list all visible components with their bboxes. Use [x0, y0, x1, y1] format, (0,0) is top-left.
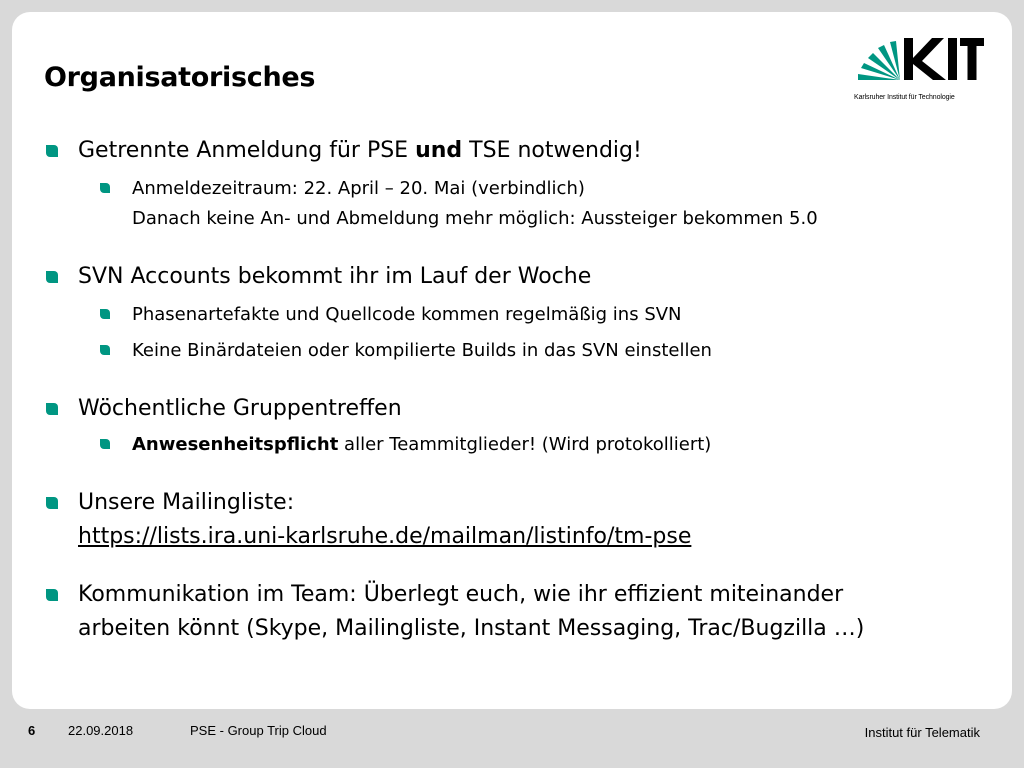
bullet-5: Kommunikation im Team: Überlegt euch, wie ihr effizient miteinander arbeiten könnt (Skype, Mailingliste, Instant Messaging, Trac/Bugzilla …) [78, 578, 864, 646]
bullet-marker [46, 145, 58, 157]
footer-course: PSE - Group Trip Cloud [190, 723, 327, 738]
footer-date: 22.09.2018 [68, 723, 134, 738]
bullet-marker [46, 497, 58, 509]
bullet-marker [100, 439, 110, 449]
bullet-1: Getrennte Anmeldung für PSE und TSE notwendig! [78, 134, 642, 168]
bullet-2-sub-1: Phasenartefakte und Quellcode kommen regelmäßig ins SVN [132, 300, 682, 330]
bullet-3-sub-1: Anwesenheitspflicht aller Teammitglieder! (Wird protokolliert) [132, 430, 711, 460]
bullet-1-sub-1: Anmeldezeitraum: 22. April – 20. Mai (verbindlich) Danach keine An- und Abmeldung mehr möglich: Aussteiger bekommen 5.0 [132, 174, 818, 234]
kit-logo-graphic [854, 34, 984, 92]
mailing-list-link[interactable]: https://lists.ira.uni-karlsruhe.de/mailman/listinfo/tm-pse [78, 524, 692, 549]
slide [12, 12, 1012, 709]
slide-title: Organisatorisches [44, 62, 316, 93]
kit-logo [854, 34, 984, 109]
slide-footer [0, 716, 1024, 756]
page-number: 6 [28, 723, 36, 738]
bullet-marker [46, 589, 58, 601]
bullet-3: Wöchentliche Gruppentreffen [78, 392, 402, 426]
bullet-marker [100, 183, 110, 193]
bullet-marker [46, 271, 58, 283]
bullet-2-sub-2: Keine Binärdateien oder kompilierte Builds in das SVN einstellen [132, 336, 712, 366]
footer-institute: Institut für Telematik [864, 725, 980, 740]
bullet-marker [46, 403, 58, 415]
bullet-marker [100, 345, 110, 355]
bullet-4: Unsere Mailingliste: https://lists.ira.uni-karlsruhe.de/mailman/listinfo/tm-pse [78, 486, 691, 554]
bullet-marker [100, 309, 110, 319]
bullet-2: SVN Accounts bekommt ihr im Lauf der Woche [78, 260, 591, 294]
kit-logo-subtitle: Karlsruher Institut für Technologie [854, 94, 955, 101]
